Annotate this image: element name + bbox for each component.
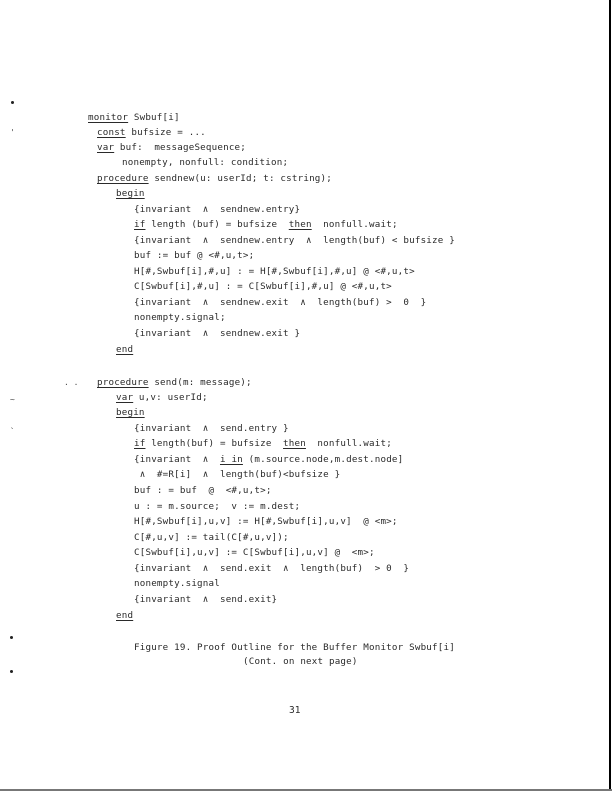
sendnew-line-6: C[Swbuf[i],#,u] : = C[Swbuf[i],#,u] @ <#,u,t> [134,281,392,292]
margin-mark: ' [10,128,15,137]
send-line-5: buf : = buf @ <#,u,t>; [134,485,272,496]
sendnew-end: end [116,344,134,355]
monitor-line: monitor Swbuf[i] [88,112,180,123]
condition-line: nonempty, nonfull: condition; [122,157,289,168]
margin-speck [11,101,14,104]
send-procedure-line: procedure send(m: message); [97,377,252,388]
sendnew-line-8: nonempty.signal; [134,312,226,323]
send-line-12: {invariant ∧ send.exit} [134,594,278,605]
send-var-line: var u,v: userId; [116,392,208,403]
sendnew-line-9: {invariant ∧ sendnew.exit } [134,328,301,339]
margin-speck [10,670,13,673]
send-line-10: {invariant ∧ send.exit ∧ length(buf) > 0 } [134,563,410,574]
const-line: const bufsize = ... [97,127,206,138]
margin-mark: ` [10,427,15,436]
sendnew-line-4: buf := buf @ <#,u,t>; [134,250,255,261]
send-line-8: C[#,u,v] := tail(C[#,u,v]); [134,532,289,543]
send-line-1: {invariant ∧ send.entry } [134,423,289,434]
sendnew-procedure-line: procedure sendnew(u: userId; t: cstring); [97,173,332,184]
send-end: end [116,610,134,621]
margin-mark: ~ [10,395,15,404]
send-line-7: H[#,Swbuf[i],u,v] := H[#,Swbuf[i],u,v] @ <m>; [134,516,398,527]
sendnew-line-3: {invariant ∧ sendnew.entry ∧ length(buf) < bufsize } [134,235,455,246]
var-line: var buf: messageSequence; [97,142,247,153]
send-line-6: u : = m.source; v := m.dest; [134,501,301,512]
page-number: 31 [289,705,301,716]
send-begin: begin [116,407,145,418]
margin-speck [10,636,13,639]
sendnew-line-5: H[#,Swbuf[i],#,u] : = H[#,Swbuf[i],#,u] @ <#,u,t> [134,266,415,277]
send-line-2: if length(buf) = bufsize then nonfull.wait; [134,438,392,449]
scan-edge-right [609,0,611,791]
send-line-4: ∧ #=R[i] ∧ length(buf)<bufsize } [134,469,341,480]
sendnew-line-2: if length (buf) = bufsize then nonfull.wait; [134,219,398,230]
send-line-3: {invariant ∧ i in (m.source.node,m.dest.node] [134,454,404,465]
figure-caption: Figure 19. Proof Outline for the Buffer Monitor Swbuf[i] [134,642,455,653]
sendnew-begin: begin [116,188,145,199]
sendnew-line-1: {invariant ∧ sendnew.entry} [134,204,301,215]
margin-mark: . . [64,378,79,387]
figure-caption-continued: (Cont. on next page) [243,656,358,667]
send-line-9: C[Swbuf[i],u,v] := C[Swbuf[i],u,v] @ <m>; [134,547,375,558]
sendnew-line-7: {invariant ∧ sendnew.exit ∧ length(buf) > 0 } [134,297,427,308]
send-line-11: nonempty.signal [134,578,220,589]
